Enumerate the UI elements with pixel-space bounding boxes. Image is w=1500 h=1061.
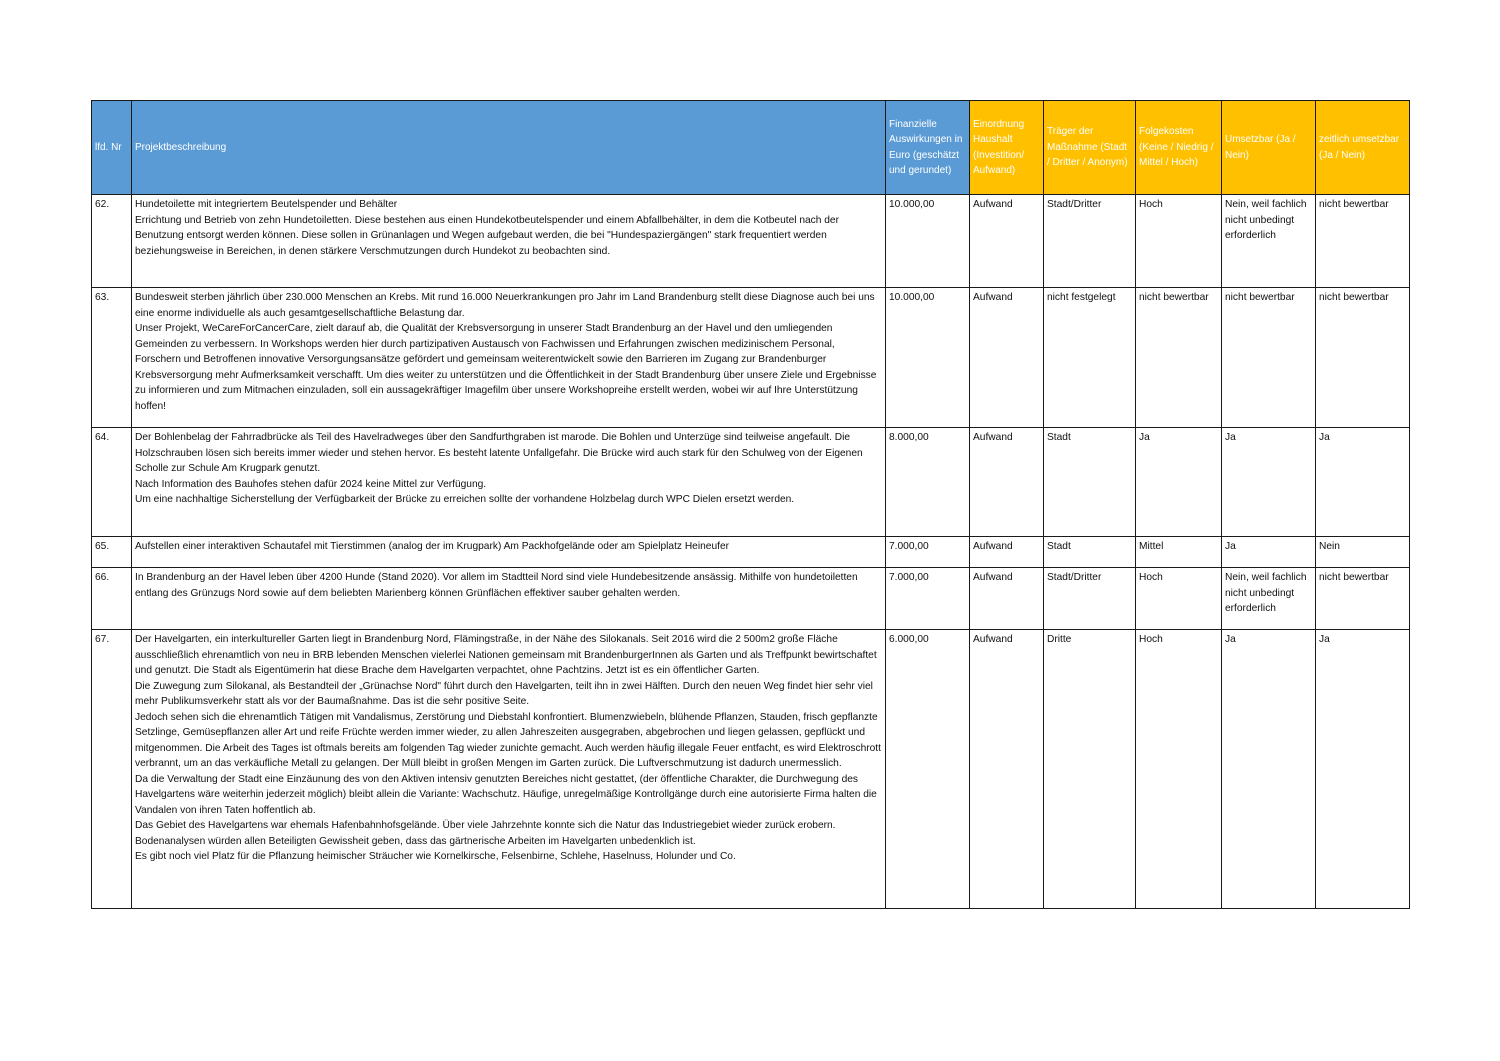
row-budget: Aufwand xyxy=(970,568,1044,630)
row-carrier: nicht festgelegt xyxy=(1044,288,1136,428)
row-finance: 8.000,00 xyxy=(886,428,970,537)
header-carrier: Träger der Maßnahme (Stadt / Dritter / Anonym) xyxy=(1044,101,1136,195)
table-row xyxy=(92,195,1410,288)
row-description: Aufstellen einer interaktiven Schautafel mit Tierstimmen (analog der im Krugpark) Am Packhofgelände oder am Spielplatz Heineufer xyxy=(132,537,886,568)
row-finance: 7.000,00 xyxy=(886,537,970,568)
header-row xyxy=(92,101,1410,195)
row-feasible: Ja xyxy=(1222,428,1316,537)
row-followup-costs: Hoch xyxy=(1136,630,1222,909)
row-carrier: Stadt xyxy=(1044,537,1136,568)
row-carrier: Dritte xyxy=(1044,630,1136,909)
row-budget: Aufwand xyxy=(970,195,1044,288)
table-row xyxy=(92,630,1410,909)
table-row xyxy=(92,428,1410,537)
row-timely-feasible: nicht bewertbar xyxy=(1316,195,1410,288)
row-timely-feasible: Nein xyxy=(1316,537,1410,568)
row-carrier: Stadt/Dritter xyxy=(1044,195,1136,288)
header-nr: lfd. Nr xyxy=(92,101,132,195)
row-finance: 6.000,00 xyxy=(886,630,970,909)
row-timely-feasible: Ja xyxy=(1316,428,1410,537)
row-finance: 10.000,00 xyxy=(886,288,970,428)
row-nr: 65. xyxy=(92,537,132,568)
row-feasible: Ja xyxy=(1222,630,1316,909)
row-description: Bundesweit sterben jährlich über 230.000 Menschen an Krebs. Mit rund 16.000 Neuerkrankungen pro Jahr im Land Brandenburg stellt diese Diagnose auch bei uns eine enorme individuelle als auch gesamtgesellschaftliche Belastung dar. Unser Projekt, WeCareForCancerCare, zielt darauf ab, die Qualität der Krebsversorgung in unserer Stadt Brandenburg an der Havel und den umliegenden Gemeinden zu verbessern. In Workshops werden hier durch partizipativen Austausch von Fachwissen und Erfahrungen zwischen medizinischem Personal, Forschern und Betroffenen innovative Versorgungsansätze gefördert und gemeinsam weiterentwickelt sowie den Barrieren im Zugang zur Brandenburger Krebsversorgung mehr Aufmerksamkeit verschafft. Um dies weiter zu unterstützen und die Öffentlichkeit in der Stadt Brandenburg über unsere Ziele und Ergebnisse zu informieren und zum Mitmachen einzuladen, soll ein aussagekräftiger Imagefilm über unsere Workshopreihe erstellt werden, wobei wir auf Ihre Unterstützung hoffen! xyxy=(132,288,886,428)
row-description: Der Havelgarten, ein interkultureller Garten liegt in Brandenburg Nord, Flämingstraße, in der Nähe des Silokanals. Seit 2016 wird die 2 500m2 große Fläche ausschließlich ehrenamtlich von neu in BRB lebenden Menschen vielerlei Nationen gemeinsam mit BrandenburgerInnen als Garten und als Treffpunkt bewirtschaftet und genutzt. Die Stadt als Eigentümerin hat diese Brache dem Havelgarten verpachtet, ohne Pachtzins. Jetzt ist es ein öffentlicher Garten. Die Zuwegung zum Silokanal, als Bestandteil der „Grünachse Nord" führt durch den Havelgarten, teilt ihn in zwei Hälften. Durch den neuen Weg findet hier sehr viel mehr Publikumsverkehr statt als vor der Baumaßnahme. Das ist die sehr positive Seite. Jedoch sehen sich die ehrenamtlich Tätigen mit Vandalismus, Zerstörung und Diebstahl konfrontiert. Blumenzwiebeln, blühende Pflanzen, Stauden, frisch gepflanzte Setzlinge, Gemüsepflanzen aller Art und reife Früchte werden immer wieder, zu allen Jahreszeiten ausgegraben, abgebrochen und liegen gelassen, gepflückt und mitgenommen. Die Arbeit des Tages ist oftmals bereits am folgenden Tag wieder zunichte gemacht. Auch werden häufig illegale Feuer entfacht, es wird Elektroschrott verbrannt, um an das verkäufliche Metall zu gelangen. Der Müll bleibt in großen Mengen im Garten zurück. Die Luftverschmutzung ist dadurch unermesslich. Da die Verwaltung der Stadt eine Einzäunung des von den Aktiven intensiv genutzten Bereiches nicht gestattet, (der öffentliche Charakter, die Durchwegung des Havelgartens wäre weiterhin jederzeit möglich) bleibt allein die Variante: Wachschutz. Häufige, unregelmäßige Kontrollgänge durch eine autorisierte Firma halten die Vandalen von ihren Taten hoffentlich ab. Das Gebiet des Havelgartens war ehemals Hafenbahnhofsgelände. Über viele Jahrzehnte konnte sich die Natur das Industriegebiet wieder zurück erobern. Bodenanalysen würden allen Beteiligten Gewissheit geben, dass das gärtnerische Arbeiten im Havelgarten unbedenklich ist. Es gibt noch viel Platz für die Pflanzung heimischer Sträucher wie Kornelkirsche, Felsenbirne, Schlehe, Haselnuss, Holunder und Co. xyxy=(132,630,886,909)
row-description: Der Bohlenbelag der Fahrradbrücke als Teil des Havelradweges über den Sandfurthgraben ist marode. Die Bohlen und Unterzüge sind teilweise angefault. Die Holzschrauben lösen sich bereits immer wieder und stehen hervor. Es besteht latente Unfallgefahr. Die Brücke wird auch stark für den Schulweg von der Eigenen Scholle zur Schule Am Krugpark genutzt. Nach Information des Bauhofes stehen dafür 2024 keine Mittel zur Verfügung. Um eine nachhaltige Sicherstellung der Verfügbarkeit der Brücke zu erreichen sollte der vorhandene Holzbelag durch WPC Dielen ersetzt werden. xyxy=(132,428,886,537)
header-timely-feasible: zeitlich umsetzbar (Ja / Nein) xyxy=(1316,101,1410,195)
row-followup-costs: Mittel xyxy=(1136,537,1222,568)
row-finance: 7.000,00 xyxy=(886,568,970,630)
row-feasible: Nein, weil fachlich nicht unbedingt erforderlich xyxy=(1222,568,1316,630)
header-finance: Finanzielle Auswirkungen in Euro (geschätzt und gerundet) xyxy=(886,101,970,195)
row-budget: Aufwand xyxy=(970,288,1044,428)
row-feasible: Ja xyxy=(1222,537,1316,568)
row-nr: 66. xyxy=(92,568,132,630)
table-row xyxy=(92,288,1410,428)
row-budget: Aufwand xyxy=(970,630,1044,909)
header-feasible: Umsetzbar (Ja / Nein) xyxy=(1222,101,1316,195)
header-budget: Einordnung Haushalt (Investition/ Aufwand) xyxy=(970,101,1044,195)
row-budget: Aufwand xyxy=(970,428,1044,537)
row-description: In Brandenburg an der Havel leben über 4200 Hunde (Stand 2020). Vor allem im Stadtteil Nord sind viele Hundebesitzende ansässig. Mithilfe von hundetoiletten entlang des Grünzugs Nord sowie auf dem beliebten Marienberg können Grünflächen effektiver sauber gehalten werden. xyxy=(132,568,886,630)
table-header xyxy=(92,101,1410,195)
row-budget: Aufwand xyxy=(970,537,1044,568)
row-timely-feasible: Ja xyxy=(1316,630,1410,909)
header-followup-costs: Folgekosten (Keine / Niedrig / Mittel / Hoch) xyxy=(1136,101,1222,195)
row-timely-feasible: nicht bewertbar xyxy=(1316,568,1410,630)
project-table xyxy=(91,100,1410,909)
table-row xyxy=(92,568,1410,630)
row-nr: 62. xyxy=(92,195,132,288)
header-description: Projektbeschreibung xyxy=(132,101,886,195)
row-feasible: Nein, weil fachlich nicht unbedingt erforderlich xyxy=(1222,195,1316,288)
row-carrier: Stadt xyxy=(1044,428,1136,537)
table-body xyxy=(92,195,1410,909)
row-followup-costs: nicht bewertbar xyxy=(1136,288,1222,428)
row-nr: 64. xyxy=(92,428,132,537)
row-followup-costs: Hoch xyxy=(1136,568,1222,630)
row-timely-feasible: nicht bewertbar xyxy=(1316,288,1410,428)
row-finance: 10.000,00 xyxy=(886,195,970,288)
row-feasible: nicht bewertbar xyxy=(1222,288,1316,428)
row-description: Hundetoilette mit integriertem Beutelspender und Behälter Errichtung und Betrieb von zehn Hundetoiletten. Diese bestehen aus einen Hundekotbeutelspender und einem Abfallbehälter, in dem die Kotbeutel nach der Benutzung entsorgt werden können. Diese sollen in Grünanlagen und Wegen aufgebaut werden, die bei "Hundespaziergängen" stark frequentiert werden beziehungsweise in Bereichen, in denen stärkere Verschmutzungen durch Hundekot zu beobachten sind. xyxy=(132,195,886,288)
row-carrier: Stadt/Dritter xyxy=(1044,568,1136,630)
row-nr: 67. xyxy=(92,630,132,909)
row-followup-costs: Ja xyxy=(1136,428,1222,537)
table-row xyxy=(92,537,1410,568)
row-followup-costs: Hoch xyxy=(1136,195,1222,288)
row-nr: 63. xyxy=(92,288,132,428)
